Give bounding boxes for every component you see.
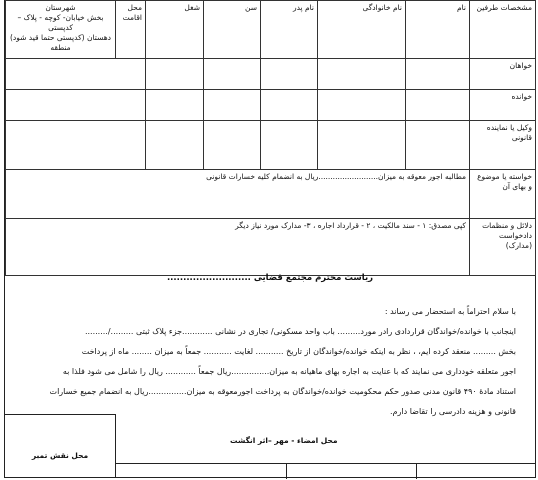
petition-body — [22, 302, 516, 422]
cell[interactable] — [406, 59, 470, 90]
cell[interactable] — [6, 90, 146, 121]
evidence-text[interactable]: کپی مصدق: ۱ - سند مالکیت ، ۲ - قرارداد اجاره ، ۳- مدارک مورد نیاز دیگر — [6, 219, 470, 276]
body-line-4: استناد مادهٔ ۴۹۰ قانون مدنی صدور حکم محکومیت خوانده/خواندگان به پرداخت اجورمعوقه به میزان...............ریال به انضمام جمیع خسارات — [49, 387, 516, 396]
plaintiff-row — [6, 59, 536, 90]
evidence-row — [6, 219, 536, 276]
first-name-header: نام — [406, 1, 470, 59]
cell[interactable] — [318, 90, 406, 121]
address-line-2: بخش خیابان- کوچه - پلاک – کدپستی — [17, 13, 104, 32]
petition-table — [5, 0, 536, 276]
cell[interactable] — [204, 121, 261, 170]
subject-text[interactable]: مطالبه اجور معوقه به میزان.........................ریال به انضمام کلیه خسارات قانونی — [6, 170, 470, 219]
defendant-row — [6, 90, 536, 121]
cell[interactable] — [406, 90, 470, 121]
signature-cell[interactable] — [416, 464, 417, 479]
cell[interactable] — [146, 90, 204, 121]
cell[interactable] — [204, 90, 261, 121]
defendant-label: خوانده — [470, 90, 536, 121]
cell[interactable] — [146, 59, 204, 90]
address-header — [6, 1, 116, 59]
stamp-label: محل نقش تمبر — [31, 451, 89, 460]
evidence-label: دلائل و منظمات دادخواست (مدارک) — [470, 219, 536, 276]
stamp-box — [4, 414, 116, 478]
cell[interactable] — [204, 59, 261, 90]
body-line-5: قانونی و هزینه دادرسی را تقاضا دارم. — [390, 407, 516, 416]
cell[interactable] — [6, 121, 146, 170]
signature-label: محل امضاء - مهر –اثر انگشت — [230, 436, 338, 445]
cell[interactable] — [406, 121, 470, 170]
lawyer-label: وکیل یا نماینده قانونی — [470, 121, 536, 170]
subject-label: خواسته یا موضوع و بهای آن — [470, 170, 536, 219]
cell[interactable] — [146, 121, 204, 170]
age-header: سن — [204, 1, 261, 59]
cell[interactable] — [318, 59, 406, 90]
parties-header: مشخصات طرفین — [470, 1, 536, 59]
header-row — [6, 1, 536, 59]
last-name-header: نام خانوادگی — [318, 1, 406, 59]
signature-row — [116, 463, 536, 478]
residence-header: محل اقامت — [116, 1, 146, 59]
body-line-1: اینجانب با خوانده/خواندگان قراردادی رادر مورد......... باب واحد مسکونی/ تجاری در نشانی ............جزء پلاک ثبتی ........./......... — [84, 327, 516, 336]
subject-row — [6, 170, 536, 219]
cell[interactable] — [261, 90, 318, 121]
father-name-header: نام پدر — [261, 1, 318, 59]
body-line-3: اجور متعلقه خودداری می نمایند که با عنایت به اجاره بهای ماهیانه به میزان...............ریال جمعاً ............ ریال را شامل می شود فلذا به — [62, 367, 516, 376]
court-heading: ریاست محترم مجتمع قضایی .......................... — [166, 273, 374, 283]
cell[interactable] — [261, 121, 318, 170]
plaintiff-label: خواهان — [470, 59, 536, 90]
signature-cell[interactable] — [286, 464, 287, 479]
address-line-4: منطقه — [50, 43, 71, 52]
cell[interactable] — [261, 59, 318, 90]
lawyer-row — [6, 121, 536, 170]
greeting: با سلام احتراماً به استحضار می رساند : — [384, 307, 516, 316]
cell[interactable] — [318, 121, 406, 170]
job-header: شغل — [146, 1, 204, 59]
address-line-3: دهستان (کدپستی حتما قید شود) — [9, 33, 112, 42]
body-line-2: بخش ......... منعقد کرده ایم، ، نظر به اینکه خوانده/خواندگان از تاریخ ........... لغایت ........... جمعاً به میزان ........ ماه از پرداخت — [81, 347, 516, 356]
address-line-1: شهرستان — [45, 3, 76, 12]
cell[interactable] — [6, 59, 146, 90]
